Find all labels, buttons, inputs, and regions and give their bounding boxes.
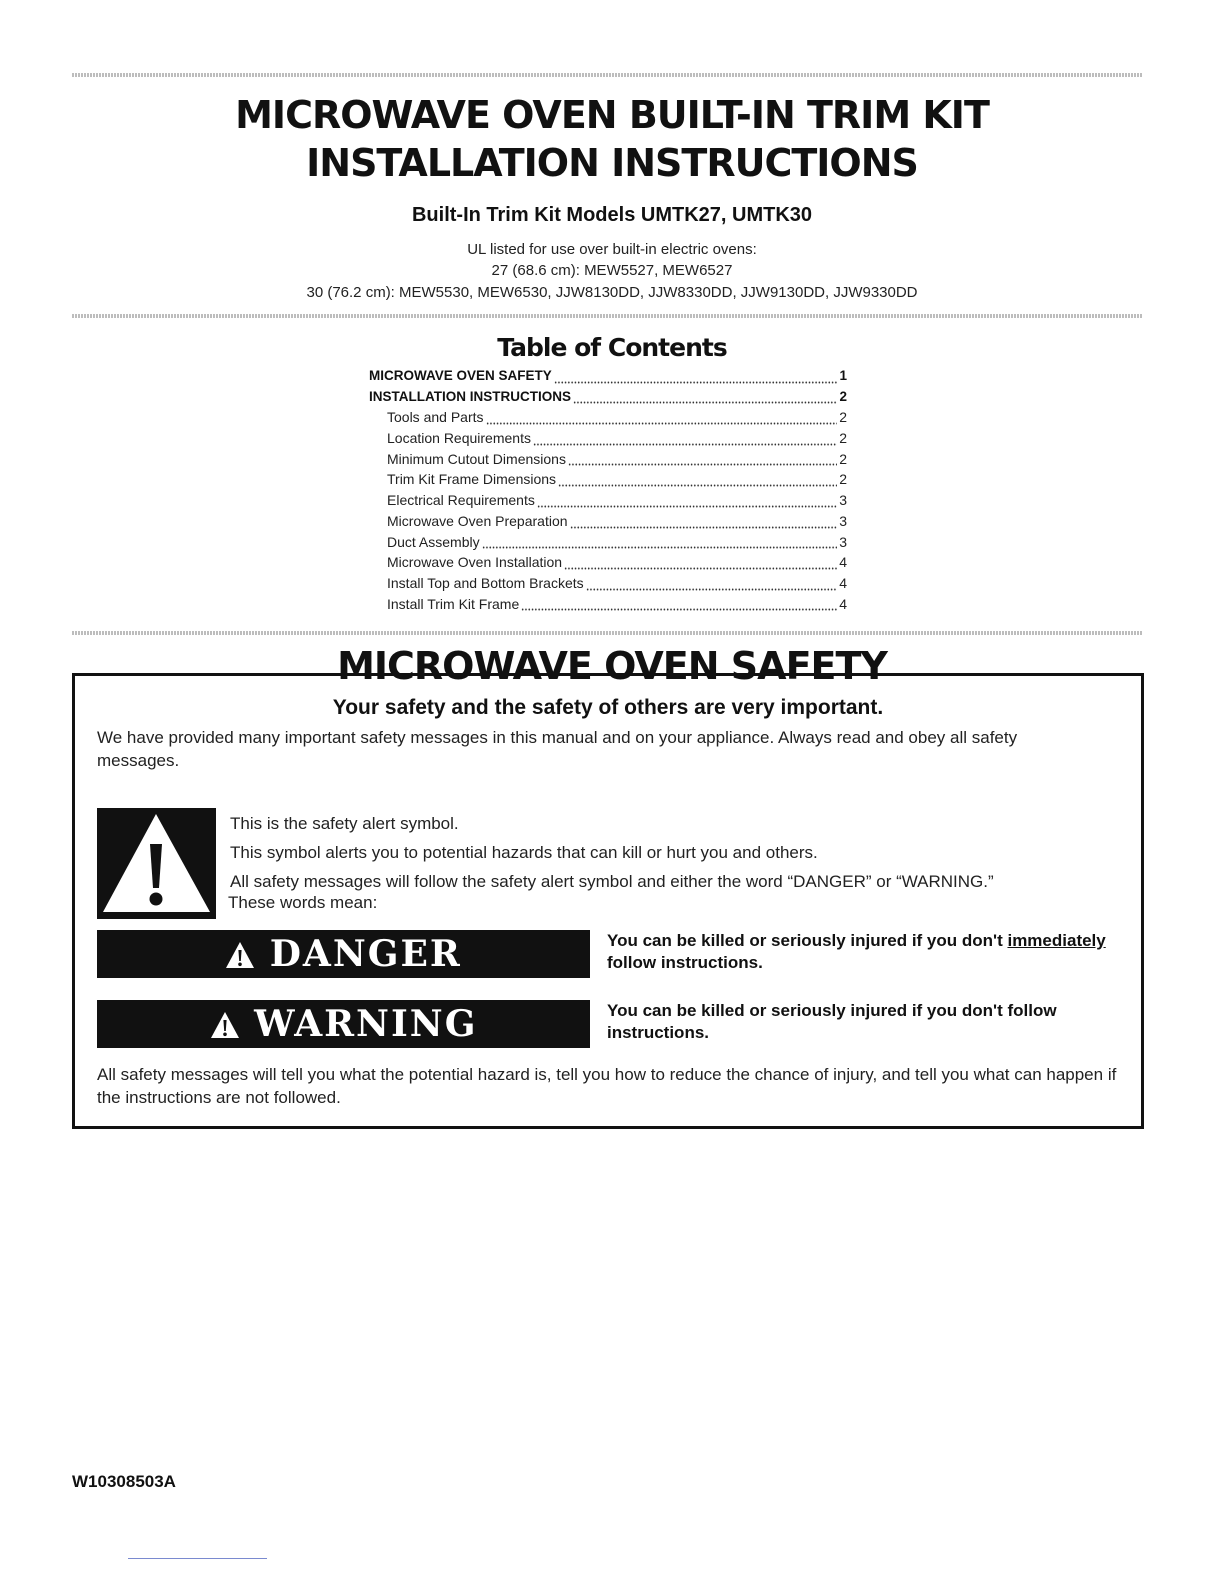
toc-entry-label: INSTALLATION INSTRUCTIONS (369, 388, 571, 404)
title-line-2: INSTALLATION INSTRUCTIONS (306, 141, 918, 185)
toc-entry[interactable] (369, 513, 847, 534)
danger-banner (97, 930, 590, 978)
toc-entry[interactable] (369, 409, 847, 430)
safety-alert-icon (97, 808, 216, 919)
safety-section-title: MICROWAVE OVEN SAFETY (337, 644, 887, 688)
ul-line-1: UL listed for use over built-in electric ovens: (467, 241, 757, 258)
toc-entry[interactable] (369, 451, 847, 472)
toc-entry-page: 2 (839, 388, 847, 404)
toc-entry-page: 3 (839, 533, 847, 550)
toc-entry[interactable] (369, 471, 847, 492)
toc-entry-page: 2 (839, 409, 847, 426)
warning-label: WARNING (254, 1003, 478, 1045)
model-subtitle: Built-In Trim Kit Models UMTK27, UMTK30 (411, 204, 813, 226)
safety-divider (72, 631, 1143, 635)
toc-entry[interactable] (369, 534, 847, 555)
toc-entry-label: Install Top and Bottom Brackets (387, 574, 584, 591)
toc-entry-label: Location Requirements (387, 430, 531, 447)
toc-divider (72, 314, 1143, 318)
toc-entry-page: 4 (839, 595, 847, 612)
warning-message: You can be killed or seriously injured if you don't follow instructions. (607, 1001, 1057, 1042)
toc-entry-label: Trim Kit Frame Dimensions (387, 471, 557, 488)
toc-entry-page: 4 (839, 554, 847, 571)
toc-entry-label: Microwave Oven Installation (387, 554, 563, 571)
document-number: W10308503A (72, 1472, 176, 1491)
danger-msg-text-2: follow instructions. (607, 953, 763, 972)
toc-entry[interactable] (369, 389, 847, 410)
toc-entry[interactable] (369, 554, 847, 575)
top-divider (72, 73, 1143, 77)
toc-entry-label: Microwave Oven Preparation (387, 512, 568, 529)
danger-label: DANGER (269, 933, 462, 975)
danger-message (607, 930, 1137, 974)
toc-entry-label: Electrical Requirements (387, 492, 535, 509)
alert-line: This symbol alerts you to potential hazards that can kill or hurt you and others. (230, 843, 818, 862)
toc-entry-page: 2 (839, 450, 847, 467)
toc-entry[interactable] (369, 596, 847, 617)
toc-entry-page: 4 (839, 574, 847, 591)
toc-entry[interactable] (369, 368, 847, 389)
toc-entry-label: Minimum Cutout Dimensions (387, 450, 566, 467)
toc-entry-page: 2 (839, 430, 847, 447)
toc-entry-label: MICROWAVE OVEN SAFETY (369, 368, 552, 383)
alert-triangle-icon (210, 1003, 255, 1045)
toc-entry-page: 3 (839, 512, 847, 529)
toc-entry-page: 1 (839, 368, 847, 383)
danger-msg-underlined: immediately (1007, 931, 1106, 950)
safety-outro: All safety messages will tell you what the potential hazard is, tell you how to reduce the chance of injury, and tell you what can happen if the instructions are not followed. (97, 1065, 1117, 1107)
toc-entry-label: Duct Assembly (387, 533, 480, 550)
link-underline (128, 1558, 267, 1559)
safety-box-heading: Your safety and the safety of others are very important. (332, 696, 884, 719)
danger-msg-text: You can be killed or seriously injured if you don't (607, 931, 1008, 950)
alert-line: This is the safety alert symbol. (230, 814, 459, 833)
safety-box (72, 673, 1144, 1129)
toc-entry-label: Tools and Parts (387, 409, 484, 426)
title-line-1: MICROWAVE OVEN BUILT-IN TRIM KIT (235, 93, 989, 137)
alert-line: These words mean: (228, 893, 378, 912)
safety-intro: We have provided many important safety messages in this manual and on your appliance. Always read and obey all safety messages. (97, 728, 1018, 770)
toc-entry[interactable] (369, 492, 847, 513)
toc-entry-page: 3 (839, 492, 847, 509)
toc-entry[interactable] (369, 575, 847, 596)
alert-triangle-icon (225, 933, 270, 975)
alert-line: All safety messages will follow the safety alert symbol and either the word “DANGER” or “WARNING.” (230, 872, 994, 891)
warning-banner (97, 1000, 590, 1048)
table-of-contents (369, 368, 847, 616)
ul-line-3: 30 (76.2 cm): MEW5530, MEW6530, JJW8130DD, JJW8330DD, JJW9130DD, JJW9330DD (306, 284, 918, 301)
toc-entry-page: 2 (839, 471, 847, 488)
toc-entry[interactable] (369, 430, 847, 451)
toc-entry-label: Install Trim Kit Frame (387, 595, 520, 612)
alert-explanation (230, 813, 1110, 921)
toc-heading: Table of Contents (497, 333, 727, 362)
ul-line-2: 27 (68.6 cm): MEW5527, MEW6527 (491, 262, 733, 279)
